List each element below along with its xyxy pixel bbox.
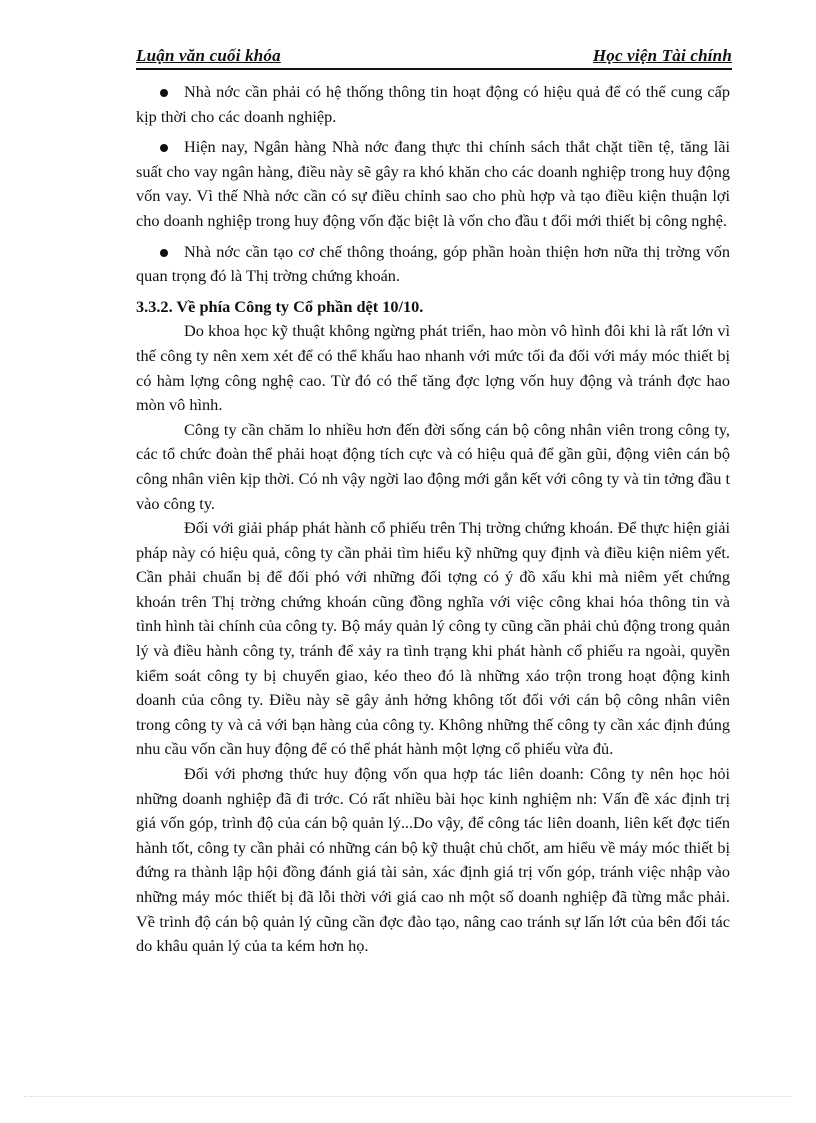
body-paragraph: Do khoa học kỹ thuật không ngừng phát triển, hao mòn vô hình đôi khi là rất lớn vì thế công ty nên xem xét để có thể khấu hao nhanh với mức tối đa đối với máy móc thiết bị có hàm lợng công nghệ cao. Từ đó có thể tăng đợc lợng vốn huy động và tránh đợc hao mòn vô hình. bbox=[136, 321, 730, 415]
page-bottom-divider bbox=[24, 1096, 792, 1097]
bullet-dot-icon bbox=[160, 144, 168, 152]
header-institution: Học viện Tài chính bbox=[592, 46, 732, 65]
page-header bbox=[136, 44, 732, 70]
bullet-dot-icon bbox=[160, 249, 168, 257]
bullet-text: Hiện nay, Ngân hàng Nhà nớc đang thực thi chính sách thắt chặt tiền tệ, tăng lãi suất cho vay ngân hàng, điều này sẽ gây ra khó khăn cho các doanh nghiệp trong huy động vốn vay. Vì thế Nhà nớc cần có sự điều chỉnh sao cho phù hợp và tạo điều kiện thuận lợi cho doanh nghiệp trong huy động vốn đặc biệt là vốn cho đầu t đổi mới thiết bị công nghệ. bbox=[136, 137, 730, 230]
bullet-item bbox=[136, 80, 730, 129]
document-body bbox=[136, 80, 730, 959]
body-paragraph: Đối với phơng thức huy động vốn qua hợp tác liên doanh: Công ty nên học hỏi những doanh nghiệp đã đi trớc. Có rất nhiều bài học kinh nghiệm nh: Vấn đề xác định trị giá vốn góp, trình độ của cán bộ quản lý...Do vậy, để công tác liên doanh, liên kết đợc tiến hành tốt, công ty cần phải có những cán bộ kỹ thuật chủ chốt, am hiểu về máy móc thiết bị đứng ra thành lập hội đồng đánh giá tài sản, xác định giá trị vốn góp, tránh việc nhập vào những máy móc thiết bị đã lỗi thời với giá cao nh một số doanh nghiệp đã từng mắc phải. Về trình độ cán bộ quản lý cũng cần đợc đào tạo, nâng cao tránh sự lấn lớt của bên đối tác do khâu quản lý của ta kém hơn họ. bbox=[136, 764, 730, 956]
body-paragraph: Công ty cần chăm lo nhiều hơn đến đời sống cán bộ công nhân viên trong công ty, các tổ chức đoàn thể phải hoạt động tích cực và có hiệu quả để gần gũi, động viên cán bộ công nhân viên kịp thời. Có nh vậy ngời lao động mới gắn kết với công ty và tin tởng đầu t vào công ty. bbox=[136, 419, 730, 513]
bullet-item bbox=[136, 135, 730, 233]
header-thesis-title: Luận văn cuối khóa bbox=[136, 46, 281, 65]
bullet-item bbox=[136, 240, 730, 289]
body-paragraph: Đối với giải pháp phát hành cổ phiếu trên Thị trờng chứng khoán. Để thực hiện giải pháp này có hiệu quả, công ty cần phải tìm hiểu kỹ những quy định và điều kiện niêm yết. Cần phải chuẩn bị để đối phó với những đối tợng có ý đồ xấu khi mà niêm yết chứng khoán trên Thị trờng chứng khoán cũng đồng nghĩa với việc công khai hóa thông tin và tình hình tài chính của công ty. Bộ máy quản lý công ty cũng cần phải chủ động trong quản lý và điều hành công ty, tránh để xảy ra tình trạng khi phát hành cổ phiếu ra ngoài, quyền kiểm soát công ty bị chuyển giao, kéo theo đó là những xáo trộn trong hoạt động kinh doanh của công ty. Điều này sẽ gây ảnh hởng không tốt đối với cán bộ công nhân viên trong công ty và cả với bạn hàng của công ty. Không những thế công ty cần xác định đúng nhu cầu vốn cần huy động để có thể phát hành một lợng cổ phiếu vừa đủ. bbox=[136, 518, 730, 759]
bullet-text: Nhà nớc cần phải có hệ thống thông tin hoạt động có hiệu quả để có thể cung cấp kịp thời cho các doanh nghiệp. bbox=[136, 82, 730, 126]
bullet-text: Nhà nớc cần tạo cơ chế thông thoáng, góp phần hoàn thiện hơn nữa thị trờng vốn quan trọng đó là Thị trờng chứng khoán. bbox=[136, 241, 730, 286]
bullet-dot-icon bbox=[160, 89, 168, 97]
section-heading: 3.3.2. Về phía Công ty Cổ phần dệt 10/10. bbox=[136, 296, 424, 316]
